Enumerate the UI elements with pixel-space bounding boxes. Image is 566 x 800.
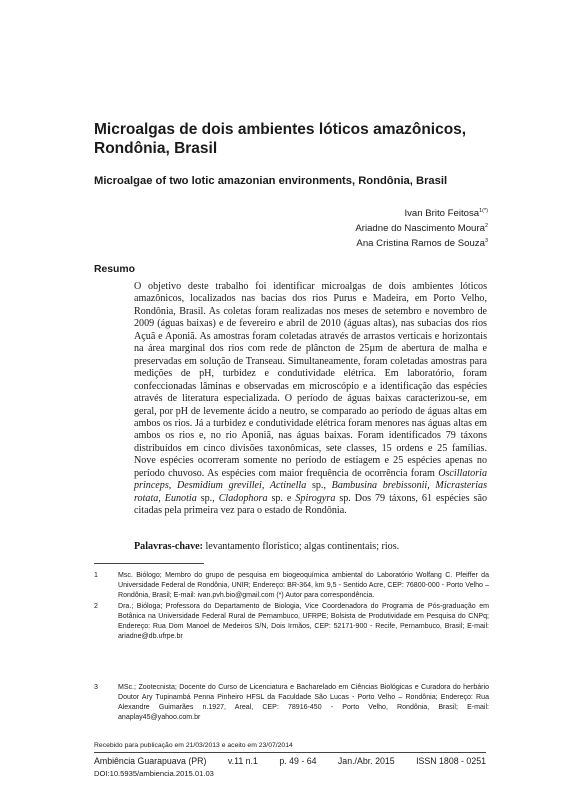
species-names: Spirogyra: [295, 492, 336, 504]
article-title: Microalgas de dois ambientes lóticos amazônicos, Rondônia, Brasil: [94, 121, 467, 157]
journal-name: Ambiência Guarapuava (PR): [94, 756, 207, 766]
journal-issn: ISSN 1808 - 0251: [416, 756, 486, 766]
author-affiliation-mark: 3: [484, 238, 488, 244]
abstract-text: sp.,: [196, 492, 219, 504]
footer-divider: [94, 752, 486, 753]
footnote-text: MSc.; Zootecnista; Docente do Curso de Licenciatura e Bacharelado em Ciências Biológicas e Curadora do herbário Doutor Ary Tupinambá Penna Pinheiro HFSL da Faculdade São Lucas - Porto Velho – Rondônia; Endereço: Rua Alexandre Guimarães n.1927, Areal, CEP: 78916-450 - Porto Velho, Rondônia, Brasil; E-mail: anaplay45@yahoo.com.br: [118, 684, 489, 722]
article-subtitle: Microalgae of two lotic amazonian environments, Rondônia, Brasil: [94, 175, 448, 187]
footnote: [94, 571, 489, 601]
author-line: [355, 223, 488, 234]
journal-date: Jan./Abr. 2015: [337, 756, 395, 766]
author-name: Ivan Brito Feitosa: [404, 208, 480, 219]
abstract-text: sp. Dos 79 táxons, 61 espécies são citadas pela primeira vez para o estado de Rondônia.: [134, 492, 487, 517]
keywords: [134, 541, 487, 552]
abstract-text: sp.,: [306, 480, 332, 492]
doi: DOI:10.5935/ambiencia.2015.01.03: [94, 769, 214, 778]
keywords-label: Palavras-chave:: [134, 541, 203, 552]
abstract-text: O objetivo deste trabalho foi identificar microalgas de dois ambientes lóticos amazônicos, localizados nas bacias dos rios Purus e Madeira, em Porto Velho, Rondônia, Brasil. As coletas foram realizadas nos meses de setembro e novembro de 2009 (águas baixas) e de fevereiro e abril de 2010 (águas altas), nas subacias dos rios Açuã e Aponiã. As amostras foram coletadas através de arrastos verticais e horizontais na área marginal dos rios com rede de plâncton de 25µm de abertura de malha e preservadas em solução de Transeau. Simultaneamente, foram coletadas amostras para medições de pH, turbidez e condutividade elétrica. Em laboratório, foram confeccionadas lâminas e observadas em microscópio e a identificação das espécies através de literatura especializada. O período de águas baixas caracterizou-se, em geral, por pH de levemente ácido a neutro, se comparado ao período de águas altas em ambos os rios. Já a turbidez e condutividade elétrica foram menores nas águas altas em ambos os rios e, no rio Aponiã, nas águas baixas. Foram identificados 79 táxons distribuídos em cinco divisões taxonômicas, sete classes, 15 ordens e 25 famílias. Nove espécies ocorreram somente no período de estiagem e 25 espécies apenas no período chuvoso. As espécies com maior frequência de ocorrência foram: [134, 281, 487, 479]
author-name: Ariadne do Nascimento Moura: [355, 223, 485, 234]
abstract-heading: Resumo: [94, 264, 135, 275]
footnote-number: 1: [94, 572, 98, 579]
author-line: [404, 208, 488, 219]
footnote-number: 2: [94, 603, 98, 610]
species-names: Oscillatoria princeps, Desmidium grevillei, Actinella: [134, 467, 487, 492]
author-affiliation-mark: 1(*): [479, 208, 488, 214]
footnote: [94, 683, 489, 723]
abstract-body: [134, 281, 487, 518]
journal-citation: [94, 756, 486, 766]
journal-volume: v.11 n.1: [227, 756, 258, 766]
abstract-text: sp. e: [267, 492, 296, 504]
footnote-number: 3: [94, 684, 98, 691]
footnote: [94, 602, 489, 642]
journal-pages: p. 49 - 64: [279, 756, 317, 766]
footnote-divider: [94, 563, 204, 564]
author-line: [356, 238, 488, 249]
author-affiliation-mark: 2: [484, 223, 488, 229]
species-names: Cladophora: [218, 492, 268, 504]
author-name: Ana Cristina Ramos de Souza: [356, 238, 485, 249]
abstract-paragraph: [134, 281, 487, 518]
received-date: Recebido para publicação em 21/03/2013 e aceito em 23/07/2014: [94, 742, 293, 749]
keywords-text: levantamento florístico; algas continentais; rios.: [202, 541, 400, 552]
footnote-text: Dra.; Bióloga; Professora do Departamento de Biologia, Vice Coordenadora do Programa de Pós-graduação em Botânica na Universidade Federal Rural de Pernambuco, UFRPE; Bolsista de Produtividade em Pesquisa do CNPq; Endereço: Rua Dom Manoel de Medeiros S/N, Dois Irmãos, CEP: 52171-900 - Recife, Pernambuco, Brasil; E-mail: ariadne@db.ufrpe.br: [118, 603, 489, 641]
species-names: Bambusina brebissonii, Micrasterias rotata, Eunotia: [134, 480, 488, 504]
footnote-text: Msc. Biólogo; Membro do grupo de pesquisa em biogeoquímica ambiental do Laboratório Wolfang C. Pfeiffer da Universidade Federal de Rondônia, UNIR; Endereço: BR-364, km 9,5 - Sentido Acre, CEP: 76800-000 - Porto Velho – Rondônia, Brasil; E-mail: ivan.pvh.bio@gmail.com (*) Autor para correspondência.: [118, 572, 489, 600]
